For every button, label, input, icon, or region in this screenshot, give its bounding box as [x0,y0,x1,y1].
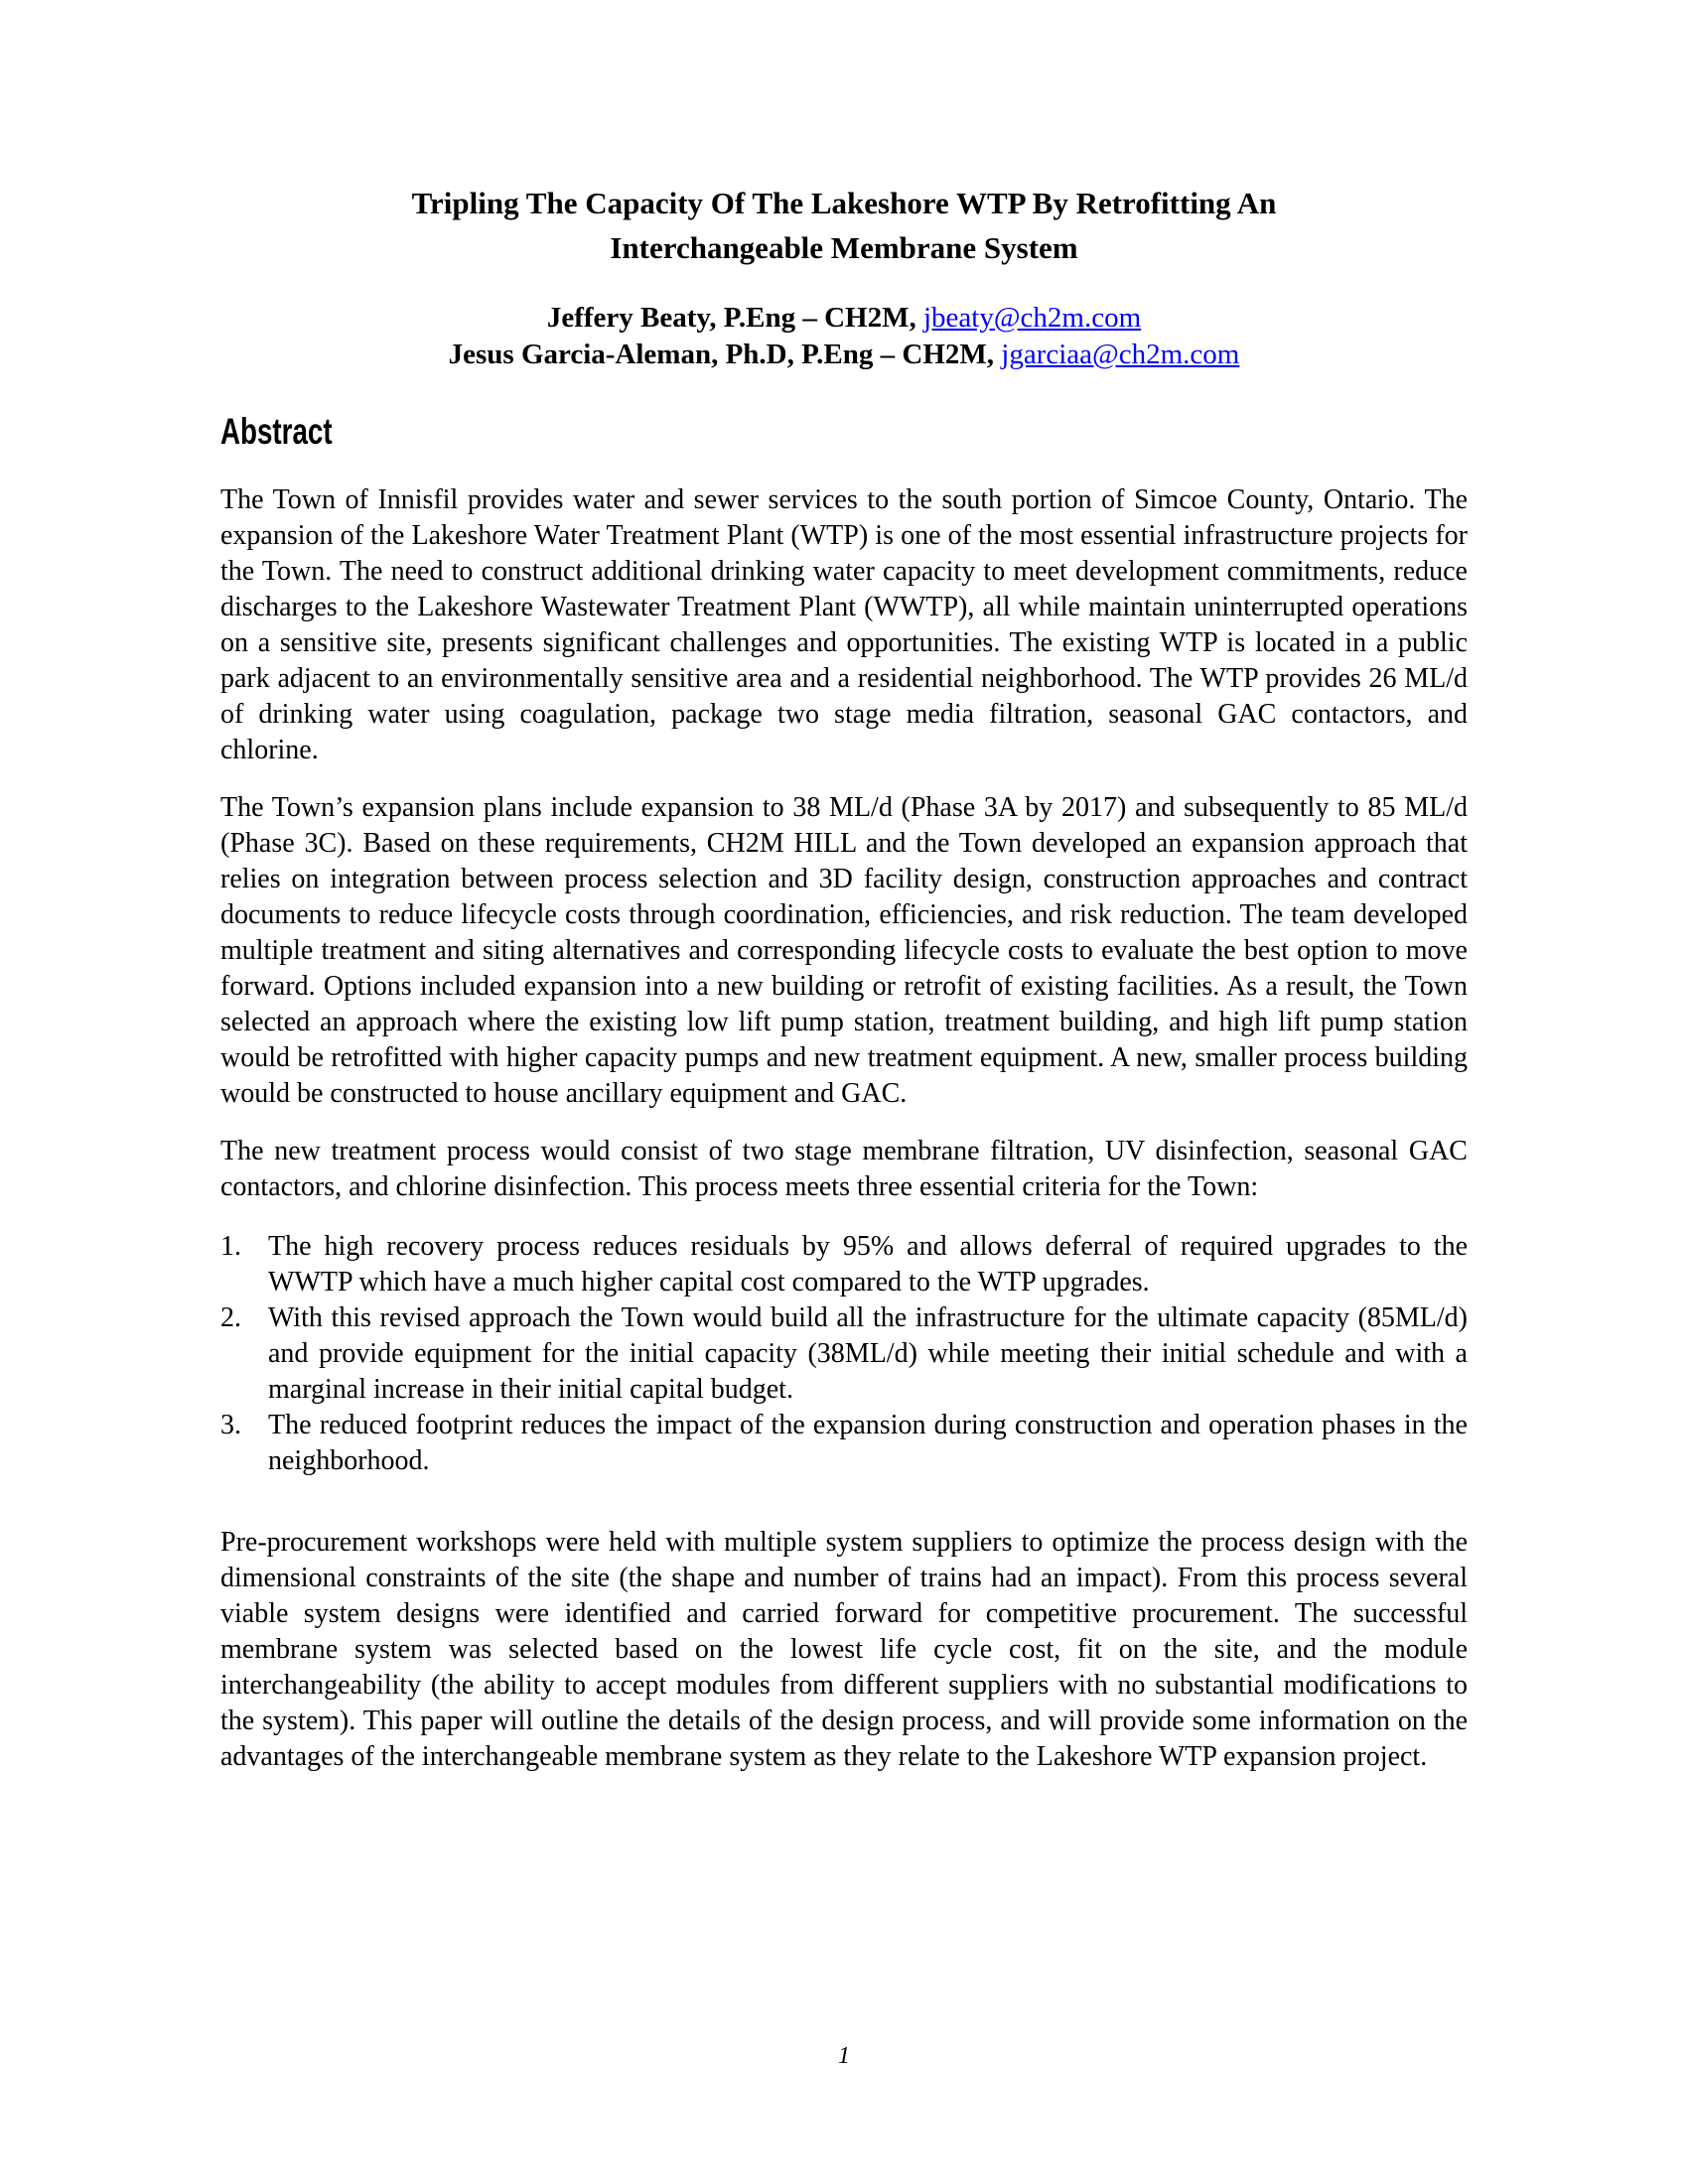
abstract-paragraph-3: The new treatment process would consist of two stage membrane filtration, UV disinfection, seasonal GAC contactors, and chlorine disinfection. This process meets three essential criteria for the Town: [220,1136,1468,1202]
paper-title-line2: Interchangeable Membrane System [610,230,1078,265]
author-1-email-link[interactable]: jbeaty@ch2m.com [922,302,1142,334]
closing-paragraph: Pre-procurement workshops were held with multiple system suppliers to optimize the process design with the dimensional constraints of the site (the shape and number of trains had an impact). From this process several viable system designs were identified and carried forward for competitive procurement. The successful membrane system was selected based on the lowest life cycle cost, fit on the site, and the module interchangeability (the ability to accept modules from different suppliers with no substantial modifications to the system). This paper will outline the details of the design process, and will provide some information on the advantages of the interchangeable membrane system as they relate to the Lakeshore WTP expansion project. [220,1527,1468,1772]
author-line-1 [220,300,1468,337]
list-item-2-text: With this revised approach the Town would build all the infrastructure for the ultimate capacity (85ML/d) and provide equipment for the initial capacity (38ML/d) while meeting their initial schedule and with a marginal increase in their initial capital budget. [268,1302,1468,1405]
page-number: 1 [838,2043,850,2069]
paper-title-line1: Tripling The Capacity Of The Lakeshore WTP By Retrofitting An [411,186,1277,220]
author-block [220,300,1468,373]
list-item-3-text: The reduced footprint reduces the impact of the expansion during construction and operation phases in the neighborhood. [268,1410,1468,1476]
author-2-name: Jesus Garcia-Aleman, Ph.D, P.Eng – CH2M, [448,339,995,370]
list-item-3 [220,1408,1468,1479]
abstract-paragraph-1: The Town of Innisfil provides water and sewer services to the south portion of Simcoe County, Ontario. The expansion of the Lakeshore Water Treatment Plant (WTP) is one of the most essential infrastructure projects for the Town. The need to construct additional drinking water capacity to meet development commitments, reduce discharges to the Lakeshore Wastewater Treatment Plant (WWTP), all while maintain uninterrupted operations on a sensitive site, presents significant challenges and opportunities. The existing WTP is located in a public park adjacent to an environmentally sensitive area and a residential neighborhood. The WTP provides 26 ML/d of drinking water using coagulation, package two stage media filtration, seasonal GAC contactors, and chlorine. [220,484,1468,765]
criteria-list [220,1229,1468,1479]
list-item-2-number: 2. [220,1302,241,1333]
author-line-2 [220,337,1468,373]
list-item-1-number: 1. [220,1231,241,1262]
page-footer [0,2043,1688,2070]
paper-title [220,181,1468,270]
author-2-email-link[interactable]: jgarciaa@ch2m.com [1001,339,1240,370]
author-1-name: Jeffery Beaty, P.Eng – CH2M, [546,302,916,334]
list-item-1-text: The high recovery process reduces residuals by 95% and allows deferral of required upgrades to the WWTP which have a much higher capital cost compared to the WTP upgrades. [268,1231,1468,1297]
list-item-1 [220,1229,1468,1300]
abstract-heading: Abstract [220,411,333,452]
list-item-3-number: 3. [220,1410,241,1440]
list-item-2 [220,1300,1468,1408]
abstract-paragraph-2: The Town’s expansion plans include expansion to 38 ML/d (Phase 3A by 2017) and subsequently to 85 ML/d (Phase 3C). Based on these requirements, CH2M HILL and the Town developed an expansion approach that relies on integration between process selection and 3D facility design, construction approaches and contract documents to reduce lifecycle costs through coordination, efficiencies, and risk reduction. The team developed multiple treatment and siting alternatives and corresponding lifecycle costs to evaluate the best option to move forward. Options included expansion into a new building or retrofit of existing facilities. As a result, the Town selected an approach where the existing low lift pump station, treatment building, and high lift pump station would be retrofitted with higher capacity pumps and new treatment equipment. A new, smaller process building would be constructed to house ancillary equipment and GAC. [220,792,1468,1109]
